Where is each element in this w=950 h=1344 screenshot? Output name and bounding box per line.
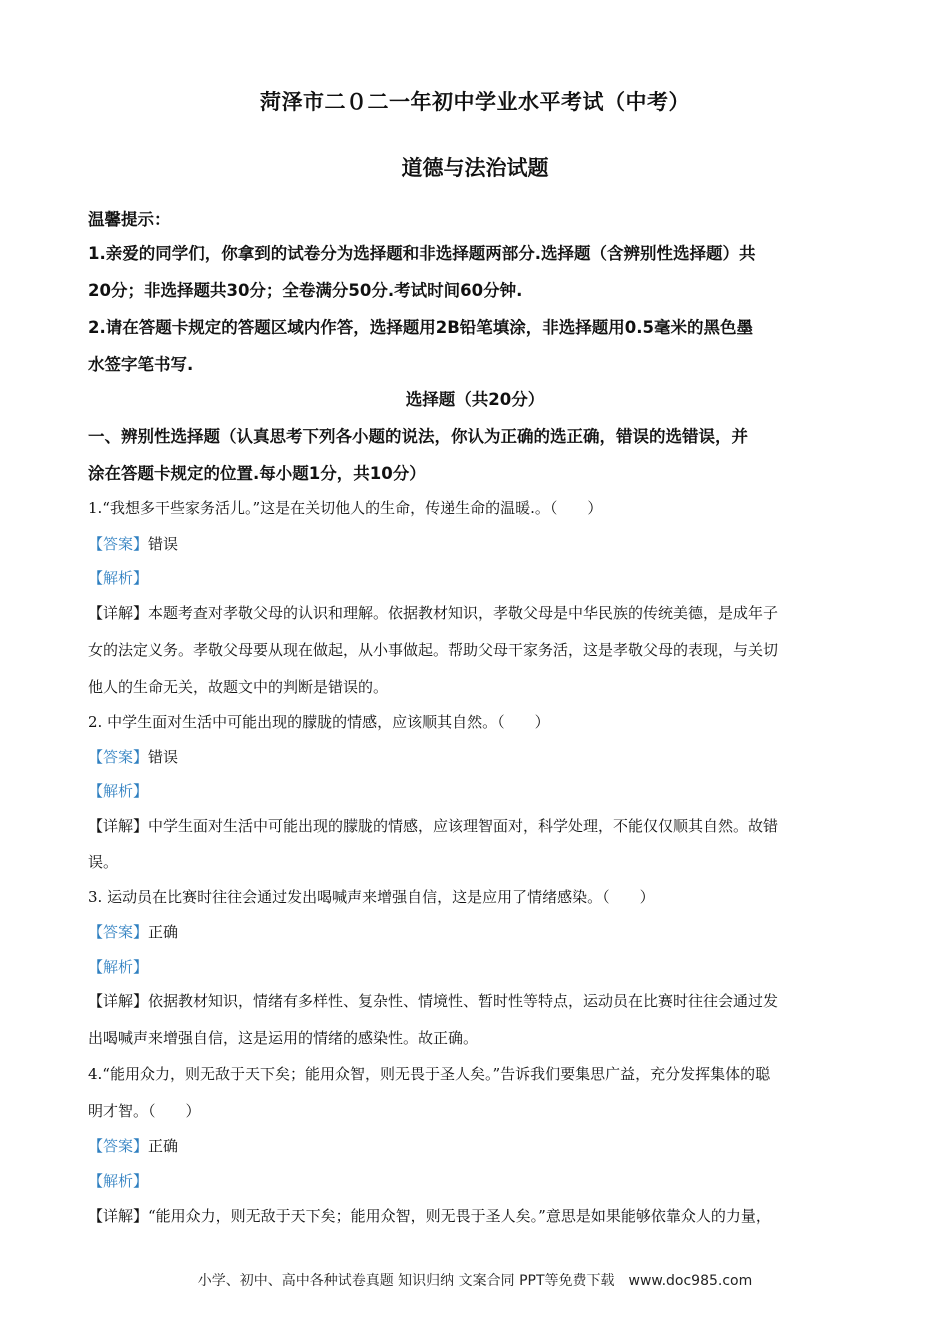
part-one-heading-line-1: 一、辨别性选择题（认真思考下列各小题的说法，你认为正确的选正确，错误的选错误，并: [88, 427, 748, 446]
detail-label: 【详解】: [88, 604, 149, 622]
answer-value: 错误: [148, 748, 179, 766]
notice-item-1-line-2: 20分；非选择题共30分；全卷满分50分.考试时间60分钟.: [88, 281, 523, 300]
analysis-1: [88, 567, 868, 588]
analysis-label: 【解析】: [88, 569, 149, 587]
page-footer: 小学、初中、高中各种试卷真题 知识归纳 文案合同 PPT等免费下载 www.doc985.com: [197, 1273, 753, 1289]
detail-2-line-1: 【详解】中学生面对生活中可能出现的朦胧的情感，应该理智面对，科学处理，不能仅仅顺其自然。故错: [88, 817, 779, 835]
answer-1: [88, 533, 868, 554]
answer-2: [88, 746, 868, 767]
analysis-label: 【解析】: [88, 782, 149, 800]
question-4-line-1: 4.“能用众力，则无敌于天下矣；能用众智，则无畏于圣人矣。”告诉我们要集思广益，充分发挥集体的聪: [88, 1065, 771, 1083]
part-one-heading-line-2: 涂在答题卡规定的位置.每小题1分，共10分）: [88, 464, 426, 483]
detail-label: 【详解】: [88, 817, 149, 835]
section-title: 选择题（共20分）: [405, 390, 545, 409]
exam-subtitle: 道德与法治试题: [401, 156, 549, 180]
notice-heading: 温馨提示：: [88, 210, 171, 229]
detail-1-line-3: 他人的生命无关，故题文中的判断是错误的。: [88, 678, 389, 696]
question-2: 2. 中学生面对生活中可能出现的朦胧的情感，应该顺其自然。（ ）: [88, 713, 550, 731]
answer-value: 正确: [148, 1137, 179, 1155]
analysis-3: [88, 956, 868, 977]
question-4-line-2: 明才智。（ ）: [88, 1102, 201, 1120]
answer-3: [88, 921, 868, 942]
notice-item-2-line-1: 2.请在答题卡规定的答题区域内作答，选择题用2B铅笔填涂，非选择题用0.5毫米的黑色墨: [88, 318, 754, 337]
question-1: 1.“我想多干些家务活儿。”这是在关切他人的生命，传递生命的温暖.。（ ）: [88, 499, 603, 517]
answer-label: 【答案】: [88, 748, 149, 766]
question-3: 3. 运动员在比赛时往往会通过发出喝喊声来增强自信，这是应用了情绪感染。（ ）: [88, 888, 655, 906]
detail-4-line-1: 【详解】“能用众力，则无敌于天下矣；能用众智，则无畏于圣人矣。”意思是如果能够依靠众人的力量，: [88, 1207, 771, 1225]
detail-3-line-2: 出喝喊声来增强自信，这是运用的情绪的感染性。故正确。: [88, 1029, 479, 1047]
answer-label: 【答案】: [88, 1137, 149, 1155]
analysis-4: [88, 1170, 868, 1191]
notice-item-1-line-1: 1.亲爱的同学们，你拿到的试卷分为选择题和非选择题两部分.选择题（含辨别性选择题）共: [88, 244, 756, 263]
detail-3-line-1: 【详解】依据教材知识，情绪有多样性、复杂性、情境性、暂时性等特点，运动员在比赛时往往会通过发: [88, 992, 779, 1010]
answer-value: 错误: [148, 535, 179, 553]
answer-label: 【答案】: [88, 923, 149, 941]
answer-4: [88, 1135, 868, 1156]
detail-1-line-2: 女的法定义务。孝敬父母要从现在做起，从小事做起。帮助父母干家务活，这是孝敬父母的表现，与关切: [88, 641, 779, 659]
analysis-2: [88, 780, 868, 801]
detail-2-line-2: 误。: [88, 853, 119, 871]
detail-1-line-1: 【详解】本题考查对孝敬父母的认识和理解。依据教材知识，孝敬父母是中华民族的传统美德，是成年子: [88, 604, 779, 622]
answer-value: 正确: [148, 923, 179, 941]
detail-label: 【详解】: [88, 1207, 149, 1225]
notice-item-2-line-2: 水签字笔书写.: [88, 355, 194, 374]
analysis-label: 【解析】: [88, 958, 149, 976]
analysis-label: 【解析】: [88, 1172, 149, 1190]
answer-label: 【答案】: [88, 535, 149, 553]
detail-label: 【详解】: [88, 992, 149, 1010]
exam-title: 菏泽市二０二一年初中学业水平考试（中考）: [260, 90, 690, 114]
